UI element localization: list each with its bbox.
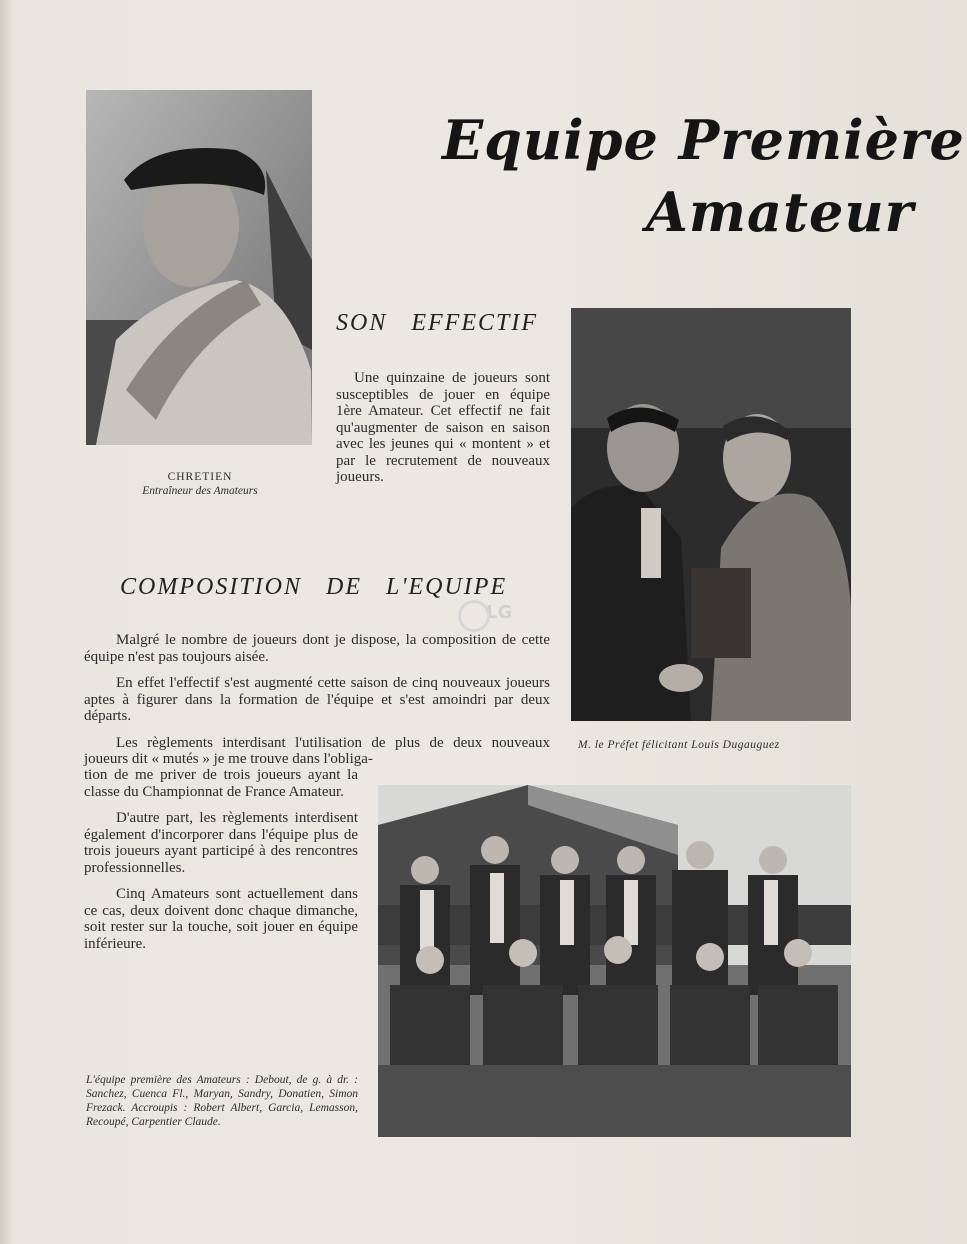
effectif-text bbox=[336, 370, 550, 486]
effectif-heading: SON EFFECTIF bbox=[336, 310, 538, 336]
composition-text-top bbox=[84, 632, 550, 768]
effectif-paragraph: Une quinzaine de joueurs sont susceptibles de jouer en équipe 1ère Amateur. Cet effectif ne fait qu'augmenter de saison en saison avec les jeunes qui « montent » et par le recrutement de nouveaux joueurs. bbox=[336, 370, 550, 485]
composition-paragraph: Cinq Amateurs sont actuellement dans ce cas, deux doivent donc chaque dimanche, soit rester sur la touche, soit jouer en équipe inférieure. bbox=[84, 886, 358, 952]
coach-caption bbox=[100, 470, 300, 498]
composition-paragraph: D'autre part, les règlements interdisent également d'incorporer dans l'équipe plus de trois joueurs ayant participé à des rencontres professionnelles. bbox=[84, 810, 358, 876]
page-title-line1: Equipe Première bbox=[442, 108, 965, 172]
coach-photo bbox=[86, 90, 312, 445]
coach-role: Entraîneur des Amateurs bbox=[142, 485, 258, 497]
coach-name: CHRETIEN bbox=[167, 471, 233, 483]
composition-text-bottom bbox=[84, 767, 358, 962]
composition-paragraph: Les règlements interdisant l'utilisation de plus de deux nouveaux joueurs dit « mutés » je me trouve dans l'obliga- bbox=[84, 734, 550, 767]
composition-paragraph: tion de me priver de trois joueurs ayant la classe du Championnat de France Amateur. bbox=[84, 767, 358, 800]
prefet-caption: M. le Préfet félicitant Louis Dugauguez bbox=[578, 739, 780, 751]
page-title-line2: Amateur bbox=[646, 180, 915, 244]
composition-heading: COMPOSITION DE L'EQUIPE bbox=[120, 574, 508, 600]
composition-paragraph: En effet l'effectif s'est augmenté cette saison de cinq nouveaux joueurs aptes à figurer dans la formation de l'équipe et s'est amoindri par deux départs. bbox=[84, 675, 550, 724]
watermark-text: LG bbox=[486, 602, 513, 623]
team-photo bbox=[378, 785, 851, 1137]
watermark-logo bbox=[458, 600, 514, 640]
composition-paragraph: Malgré le nombre de joueurs dont je dispose, la composition de cette équipe n'est pas toujours aisée. bbox=[84, 632, 550, 665]
team-caption: L'équipe première des Amateurs : Debout, de g. à dr. : Sanchez, Cuenca Fl., Maryan, Sandry, Donatien, Simon Frezack. Accroupis : Robert Albert, Garcia, Lemasson, Recoupé, Carpentier Claude. bbox=[86, 1074, 358, 1128]
prefet-photo bbox=[571, 308, 851, 721]
